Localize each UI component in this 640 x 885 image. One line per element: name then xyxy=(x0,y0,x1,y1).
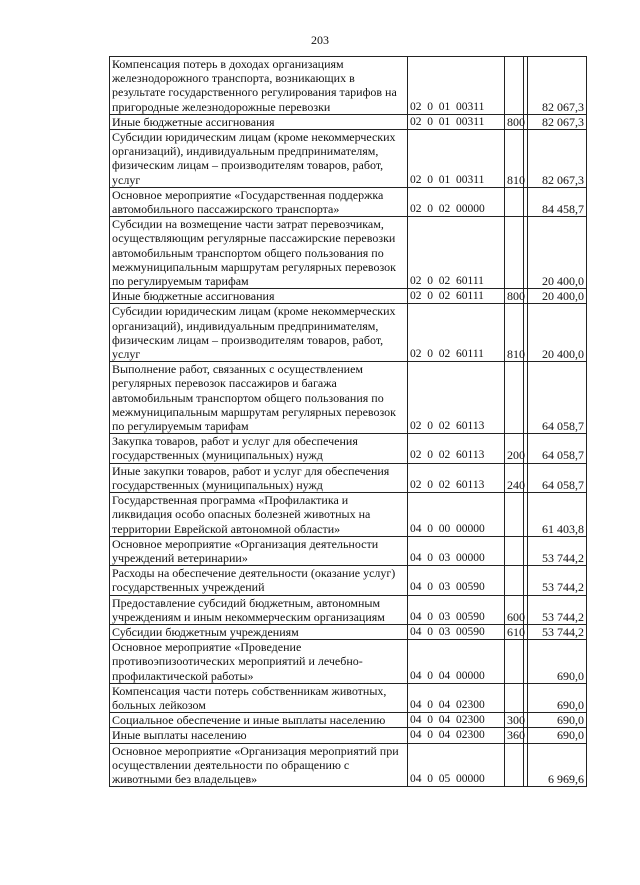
row-expense-type-cell: 810 xyxy=(505,304,524,362)
row-code-cell: 02 0 02 60111 xyxy=(408,217,505,289)
row-expense-type-cell xyxy=(505,493,524,537)
row-expense-type-cell: 300 xyxy=(505,713,524,728)
row-expense-type-cell xyxy=(505,57,524,115)
table-row xyxy=(110,536,587,565)
row-sum-cell: 53 744,2 xyxy=(528,536,587,565)
row-sum-cell: 20 400,0 xyxy=(528,217,587,289)
row-sum-cell: 53 744,2 xyxy=(528,566,587,595)
row-name-cell: Иные закупки товаров, работ и услуг для обеспечения государственных (муниципальных) нужд xyxy=(110,463,408,492)
row-sum-cell: 6 969,6 xyxy=(528,743,587,787)
row-code-cell: 04 0 04 02300 xyxy=(408,683,505,712)
table-row xyxy=(110,217,587,289)
row-expense-type-cell: 600 xyxy=(505,595,524,624)
table-row xyxy=(110,187,587,216)
table-row xyxy=(110,362,587,434)
row-name-cell: Предоставление субсидий бюджетным, автономным учреждениям и иным некоммерческим организациям xyxy=(110,595,408,624)
row-code-cell: 04 0 03 00590 xyxy=(408,566,505,595)
table-row xyxy=(110,130,587,188)
row-code-cell: 04 0 04 02300 xyxy=(408,728,505,743)
row-sum-cell: 690,0 xyxy=(528,728,587,743)
row-code-cell: 02 0 02 00000 xyxy=(408,187,505,216)
row-expense-type-cell xyxy=(505,217,524,289)
row-code-cell: 02 0 01 00311 xyxy=(408,57,505,115)
table-row xyxy=(110,743,587,787)
table-row xyxy=(110,624,587,639)
row-expense-type-cell xyxy=(505,683,524,712)
row-name-cell: Основное мероприятие «Организация деятельности учреждений ветеринарии» xyxy=(110,536,408,565)
row-expense-type-cell: 800 xyxy=(505,114,524,129)
row-sum-cell: 82 067,3 xyxy=(528,114,587,129)
row-code-cell: 02 0 02 60111 xyxy=(408,304,505,362)
row-name-cell: Иные бюджетные ассигнования xyxy=(110,289,408,304)
row-code-cell: 02 0 02 60113 xyxy=(408,362,505,434)
row-sum-cell: 690,0 xyxy=(528,713,587,728)
row-sum-cell: 84 458,7 xyxy=(528,187,587,216)
table-row xyxy=(110,114,587,129)
row-expense-type-cell xyxy=(505,187,524,216)
table-row xyxy=(110,713,587,728)
row-sum-cell: 64 058,7 xyxy=(528,362,587,434)
row-name-cell: Компенсация потерь в доходах организациям железнодорожного транспорта, возникающих в результате государственного регулирования тарифов на пригородные железнодорожные перевозки xyxy=(110,57,408,115)
row-sum-cell: 20 400,0 xyxy=(528,304,587,362)
page-number: 203 xyxy=(311,33,329,47)
row-sum-cell: 82 067,3 xyxy=(528,130,587,188)
row-code-cell: 04 0 05 00000 xyxy=(408,743,505,787)
row-code-cell: 04 0 04 00000 xyxy=(408,640,505,684)
row-sum-cell: 690,0 xyxy=(528,683,587,712)
row-name-cell: Выполнение работ, связанных с осуществлением регулярных перевозок пассажиров и багажа автомобильным транспортом общего пользования по межмуниципальным маршрутам регулярных перевозок по регулируемым тарифам xyxy=(110,362,408,434)
table-row xyxy=(110,463,587,492)
row-expense-type-cell: 360 xyxy=(505,728,524,743)
row-name-cell: Субсидии юридическим лицам (кроме некоммерческих организаций), индивидуальным предпринимателям, физическим лицам – производителям товаров, работ, услуг xyxy=(110,130,408,188)
table-row xyxy=(110,566,587,595)
row-expense-type-cell xyxy=(505,640,524,684)
table-row xyxy=(110,493,587,537)
row-name-cell: Основное мероприятие «Государственная поддержка автомобильного пассажирского транспорта» xyxy=(110,187,408,216)
row-sum-cell: 64 058,7 xyxy=(528,463,587,492)
row-sum-cell: 82 067,3 xyxy=(528,57,587,115)
table-row xyxy=(110,640,587,684)
row-name-cell: Расходы на обеспечение деятельности (оказание услуг) государственных учреждений xyxy=(110,566,408,595)
row-expense-type-cell: 240 xyxy=(505,463,524,492)
row-sum-cell: 64 058,7 xyxy=(528,434,587,463)
row-expense-type-cell xyxy=(505,362,524,434)
row-expense-type-cell xyxy=(505,566,524,595)
row-name-cell: Государственная программа «Профилактика и ликвидация особо опасных болезней животных на территории Еврейской автономной области» xyxy=(110,493,408,537)
row-name-cell: Основное мероприятие «Организация мероприятий при осуществлении деятельности по обращению с животными без владельцев» xyxy=(110,743,408,787)
row-expense-type-cell: 800 xyxy=(505,289,524,304)
row-sum-cell: 61 403,8 xyxy=(528,493,587,537)
row-name-cell: Субсидии на возмещение части затрат перевозчикам, осуществляющим регулярные пассажирские перевозки автомобильным транспортом общего пользования по межмуниципальным маршрутам регулярных перевозок по регулируемым тарифам xyxy=(110,217,408,289)
row-name-cell: Основное мероприятие «Проведение противоэпизоотических мероприятий и лечебно-профилактической работы» xyxy=(110,640,408,684)
row-code-cell: 02 0 02 60111 xyxy=(408,289,505,304)
table-row xyxy=(110,595,587,624)
row-expense-type-cell: 810 xyxy=(505,130,524,188)
row-name-cell: Компенсация части потерь собственникам животных, больных лейкозом xyxy=(110,683,408,712)
row-code-cell: 02 0 02 60113 xyxy=(408,434,505,463)
row-code-cell: 02 0 02 60113 xyxy=(408,463,505,492)
row-code-cell: 04 0 03 00590 xyxy=(408,624,505,639)
row-name-cell: Социальное обеспечение и иные выплаты населению xyxy=(110,713,408,728)
row-code-cell: 04 0 00 00000 xyxy=(408,493,505,537)
row-sum-cell: 690,0 xyxy=(528,640,587,684)
row-sum-cell: 53 744,2 xyxy=(528,595,587,624)
table-row xyxy=(110,304,587,362)
row-code-cell: 02 0 01 00311 xyxy=(408,130,505,188)
row-name-cell: Субсидии бюджетным учреждениям xyxy=(110,624,408,639)
table-row xyxy=(110,683,587,712)
row-name-cell: Иные выплаты населению xyxy=(110,728,408,743)
row-sum-cell: 53 744,2 xyxy=(528,624,587,639)
row-sum-cell: 20 400,0 xyxy=(528,289,587,304)
row-name-cell: Субсидии юридическим лицам (кроме некоммерческих организаций), индивидуальным предпринимателям, физическим лицам – производителям товаров, работ, услуг xyxy=(110,304,408,362)
table-row xyxy=(110,57,587,115)
row-expense-type-cell xyxy=(505,536,524,565)
row-code-cell: 04 0 04 02300 xyxy=(408,713,505,728)
table-row xyxy=(110,434,587,463)
row-code-cell: 02 0 01 00311 xyxy=(408,114,505,129)
budget-table-body xyxy=(110,57,587,787)
row-name-cell: Закупка товаров, работ и услуг для обеспечения государственных (муниципальных) нужд xyxy=(110,434,408,463)
row-expense-type-cell: 610 xyxy=(505,624,524,639)
table-row xyxy=(110,289,587,304)
budget-table xyxy=(109,56,587,787)
table-row xyxy=(110,728,587,743)
row-expense-type-cell xyxy=(505,743,524,787)
row-expense-type-cell: 200 xyxy=(505,434,524,463)
row-code-cell: 04 0 03 00590 xyxy=(408,595,505,624)
row-code-cell: 04 0 03 00000 xyxy=(408,536,505,565)
row-name-cell: Иные бюджетные ассигнования xyxy=(110,114,408,129)
